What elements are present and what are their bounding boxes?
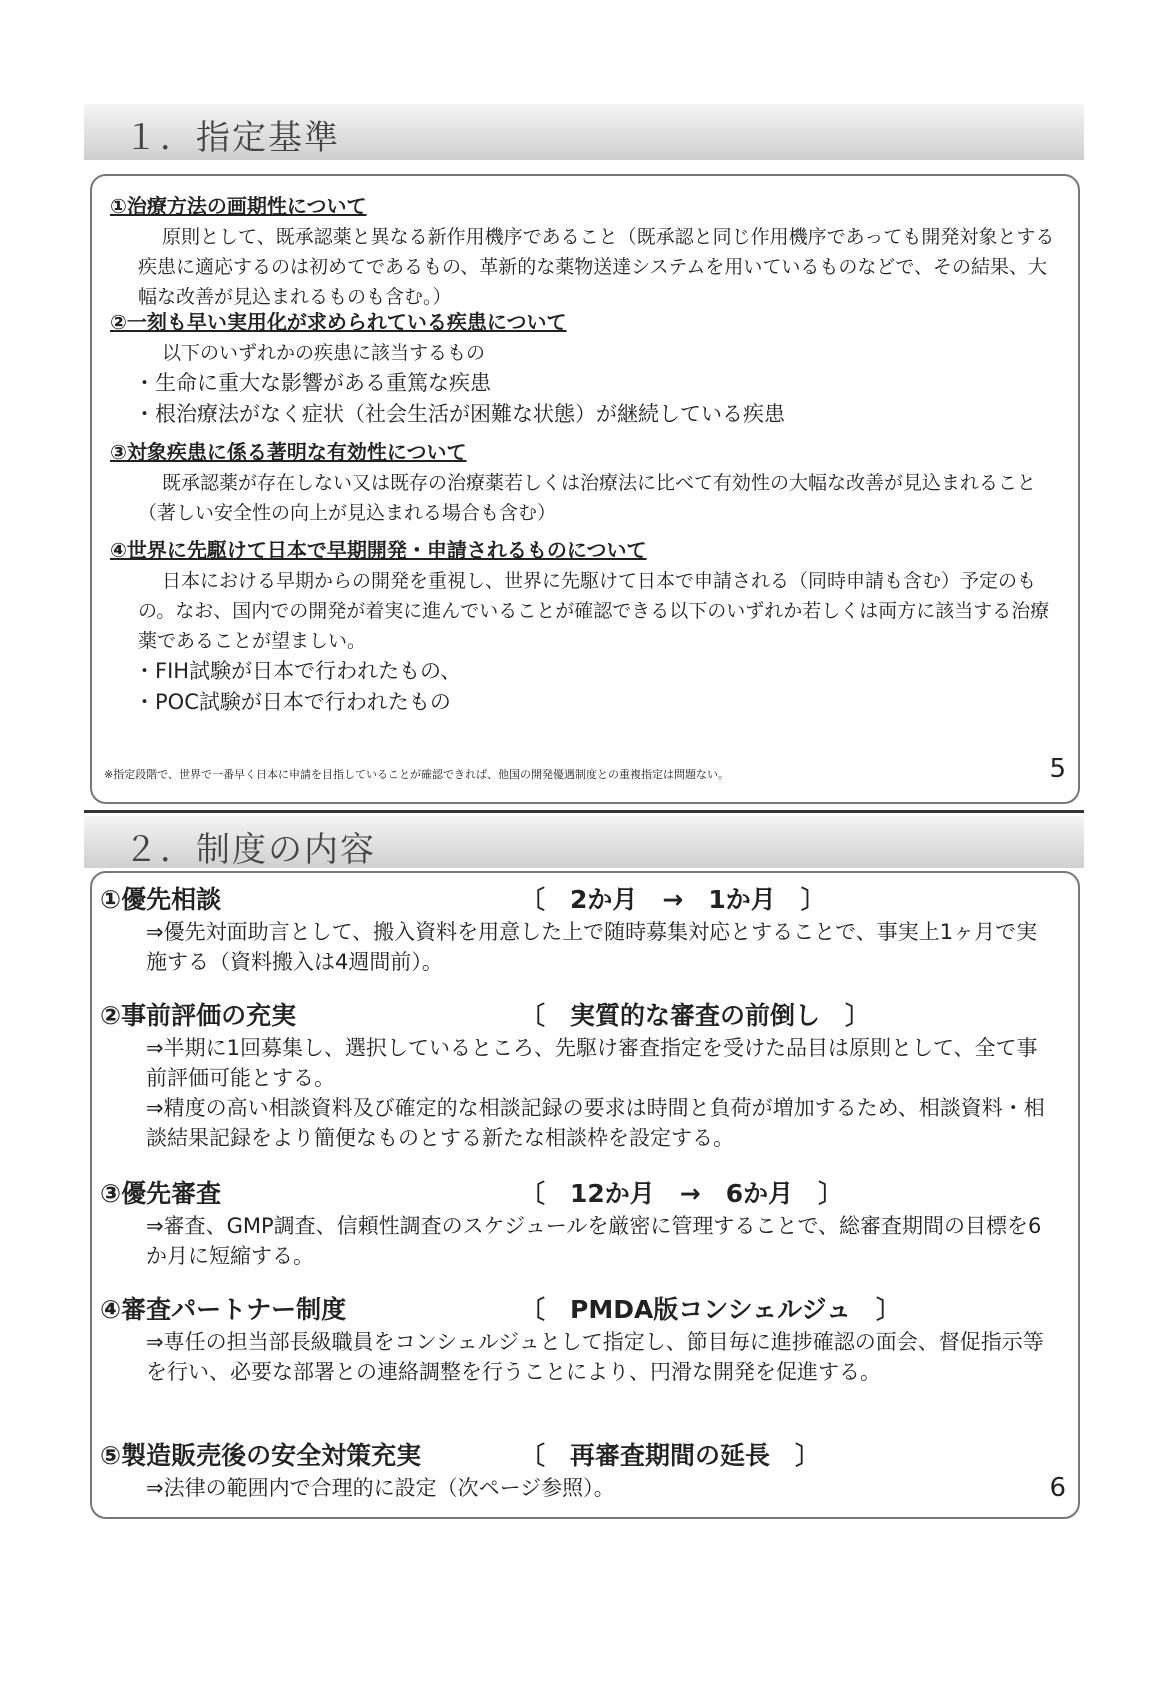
page-number: 5 [1049,754,1066,784]
criterion-bullet: ・POC試験が日本で行われたもの [134,690,451,714]
measure-2 [100,999,1070,1153]
measure-heading: ②事前評価の充実 〔 実質的な審査の前倒し 〕 [100,999,1070,1033]
measure-detail: ⇒審査、GMP調査、信頼性調査のスケジュールを厳密に管理することで、総審査期間の目標を6か月に短縮する。 [146,1214,1042,1268]
measure-bracket: 〔 再審査期間の延長 〕 [520,1441,821,1470]
footnote: ※指定段階で、世界で一番早く日本に申請を目指していることが確認できれば、他国の開発優遇制度との重複指定は問題ない。 [104,768,729,781]
measure-heading: ③優先審査 〔 12か月 → 6か月 〕 [100,1177,1070,1211]
contents-box [90,871,1080,1519]
measure-5 [100,1439,1070,1503]
criterion-heading: ②一刻も早い実用化が求められている疾患について [110,310,567,334]
criterion-body: 以下のいずれかの疾患に該当するもの [162,342,486,364]
measure-4 [100,1293,1070,1387]
slide-title: １．指定基準 [124,118,340,158]
measure-detail: ⇒半期に1回募集し、選択しているところ、先駆け審査指定を受けた品目は原則として、全て事前評価可能とする。 [146,1036,1038,1090]
measure-detail: ⇒優先対面助言として、搬入資料を用意した上で随時募集対応とすることで、事実上1ヶ月で実施する（資料搬入は4週間前）。 [146,920,1038,974]
slide-title: ２．制度の内容 [124,830,376,870]
measure-detail: ⇒精度の高い相談資料及び確定的な相談記録の要求は時間と負荷が増加するため、相談資料・相談結果記録をより簡便なものとする新たな相談枠を設定する。 [146,1096,1045,1150]
criterion-1 [110,192,1060,312]
criterion-3 [110,438,1060,528]
criteria-box [90,174,1080,804]
slide-designation-criteria [84,104,1084,804]
measure-bracket: 〔 12か月 → 6か月 〕 [520,1179,844,1208]
measure-heading: ①優先相談 〔 2か月 → 1か月 〕 [100,883,1070,917]
measure-detail: ⇒専任の担当部長級職員をコンシェルジュとして指定し、節目毎に進捗確認の面会、督促指示等を行い、必要な部署との連絡調整を行うことにより、円滑な開発を促進する。 [146,1330,1044,1384]
measure-detail: ⇒法律の範囲内で合理的に設定（次ページ参照）。 [146,1476,615,1500]
measure-bracket: 〔 2か月 → 1か月 〕 [520,885,826,914]
criterion-heading: ①治療方法の画期性について [110,194,367,218]
measure-bracket: 〔 実質的な審査の前倒し 〕 [520,1001,871,1030]
page-number: 6 [1049,1473,1066,1503]
measure-heading: ④審査パートナー制度 〔 PMDA版コンシェルジュ 〕 [100,1293,1070,1327]
criterion-2 [110,308,1060,430]
criterion-body: 原則として、既承認薬と異なる新作用機序であること（既承認と同じ作用機序であっても開発対象とする疾患に適応するのは初めてであるもの、革新的な薬物送達システムを用いているものなどで、その結果、大幅な改善が見込まれるものも含む。） [138,226,1055,308]
measure-3 [100,1177,1070,1271]
measure-heading: ⑤製造販売後の安全対策充実 〔 再審査期間の延長 〕 [100,1439,1070,1473]
measure-1 [100,883,1070,977]
criterion-bullet: ・FIH試験が日本で行われたもの、 [134,659,462,683]
slide-header [84,816,1084,868]
slide-header [84,104,1084,160]
criterion-bullet: ・生命に重大な影響がある重篤な疾患 [134,371,491,395]
slide-system-contents [84,810,1084,1519]
criterion-4 [110,536,1060,718]
criterion-body: 日本における早期からの開発を重視し、世界に先駆けて日本で申請される（同時申請も含む）予定のもの。なお、国内での開発が着実に進んでいることが確認できる以下のいずれか若しくは両方に該当する治療薬であることが望ましい。 [138,570,1050,652]
criterion-heading: ④世界に先駆けて日本で早期開発・申請されるものについて [110,538,647,562]
criterion-heading: ③対象疾患に係る著明な有効性について [110,440,467,464]
criterion-body: 既承認薬が存在しない又は既存の治療薬若しくは治療法に比べて有効性の大幅な改善が見込まれること（著しい安全性の向上が見込まれる場合も含む） [138,472,1037,524]
criterion-bullet: ・根治療法がなく症状（社会生活が困難な状態）が継続している疾患 [134,402,785,426]
measure-bracket: 〔 PMDA版コンシェルジュ 〕 [520,1295,902,1324]
